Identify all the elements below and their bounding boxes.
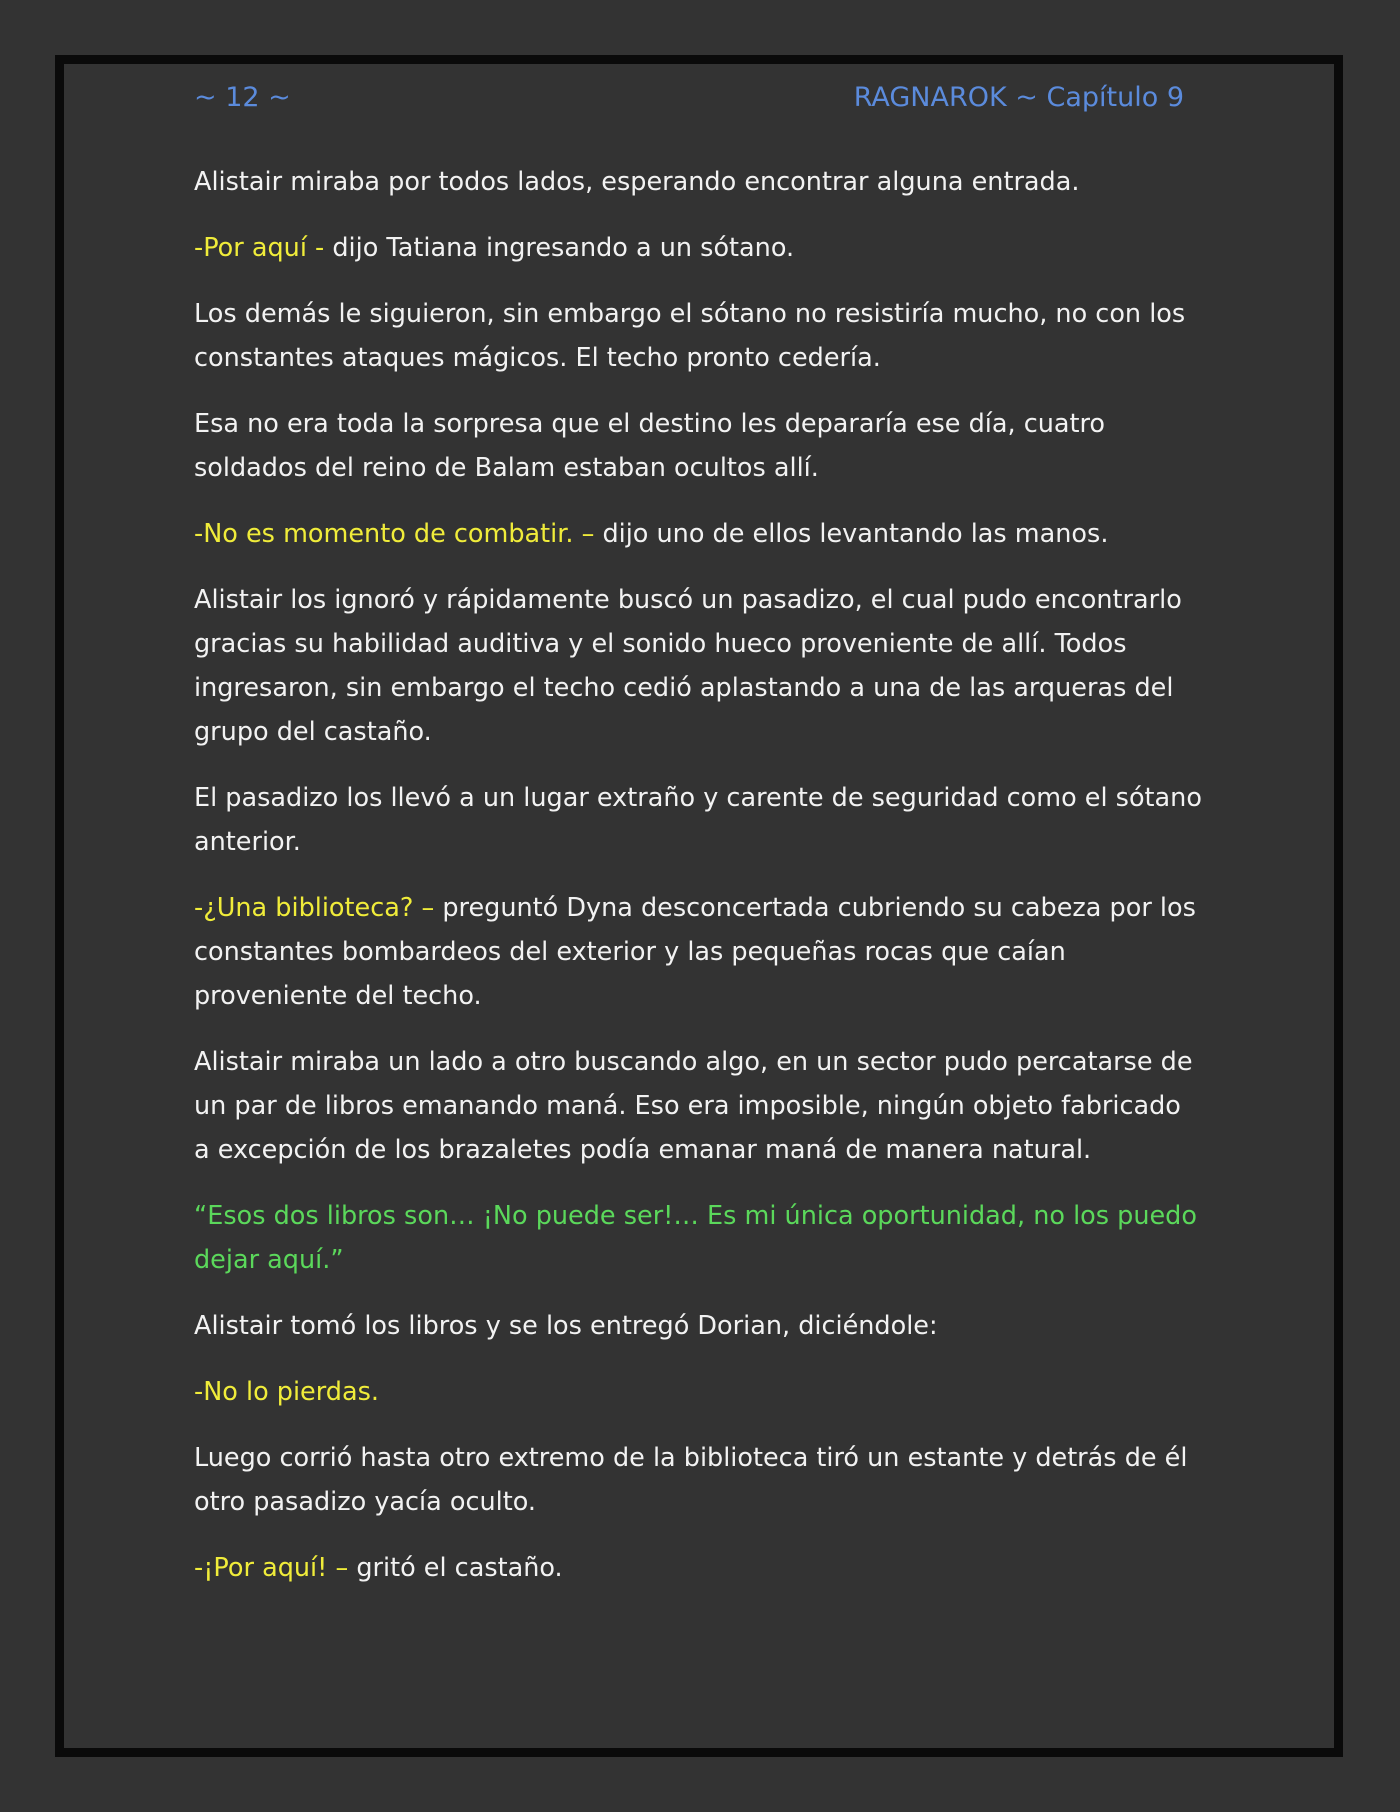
paragraph: Alistair miraba por todos lados, esperando encontrar alguna entrada. <box>194 167 1080 197</box>
dialogue-text: -¿Una biblioteca? – <box>194 893 435 923</box>
paragraph: Alistair miraba un lado a otro buscando algo, en un sector pudo percatarse de un par de libros emanando maná. Eso era imposible, ningún objeto fabricado a excepción de los brazaletes podía emanar maná de manera natural. <box>194 1047 1193 1165</box>
page-number: ~ 12 ~ <box>194 82 291 113</box>
paragraph: Alistair los ignoró y rápidamente buscó un pasadizo, el cual pudo encontrarlo gracias su habilidad auditiva y el sonido hueco proveniente de allí. Todos ingresaron, sin embargo el techo cedió aplastando a una de las arqueras del grupo del castaño. <box>194 585 1182 747</box>
narration-text: dijo uno de ellos levantando las manos. <box>594 519 1109 549</box>
paragraph <box>194 886 1204 1018</box>
paragraph: Alistair tomó los libros y se los entregó Dorian, diciéndole: <box>194 1311 938 1341</box>
paragraph <box>194 512 1204 556</box>
paragraph: Los demás le siguieron, sin embargo el sótano no resistiría mucho, no con los constantes ataques mágicos. El techo pronto cedería. <box>194 299 1186 373</box>
dialogue-text: -No es momento de combatir. – <box>194 519 595 549</box>
dialogue-text: -¡Por aquí! – <box>194 1553 349 1583</box>
narration-text: dijo Tatiana ingresando a un sótano. <box>324 233 795 263</box>
thought-paragraph: “Esos dos libros son… ¡No puede ser!… Es mi única oportunidad, no los puedo dejar aquí.” <box>194 1201 1197 1275</box>
running-title: RAGNAROK ~ Capítulo 9 <box>853 82 1184 113</box>
paragraph: Esa no era toda la sorpresa que el destino les depararía ese día, cuatro soldados del reino de Balam estaban ocultos allí. <box>194 409 1106 483</box>
page-header <box>194 82 1184 122</box>
paragraph <box>194 1546 1204 1590</box>
narration-text: preguntó Dyna desconcertada cubriendo su cabeza por los constantes bombardeos del exterior y las pequeñas rocas que caían proveniente del techo. <box>194 893 1196 1011</box>
paragraph <box>194 226 1204 270</box>
dialogue-text: -Por aquí - <box>194 233 325 263</box>
paragraph: Luego corrió hasta otro extremo de la biblioteca tiró un estante y detrás de él otro pasadizo yacía oculto. <box>194 1443 1188 1517</box>
narration-text: gritó el castaño. <box>348 1553 563 1583</box>
dialogue-paragraph: -No lo pierdas. <box>194 1377 379 1407</box>
chapter-text <box>194 160 1204 1612</box>
paragraph: El pasadizo los llevó a un lugar extraño y carente de seguridad como el sótano anterior. <box>194 783 1202 857</box>
